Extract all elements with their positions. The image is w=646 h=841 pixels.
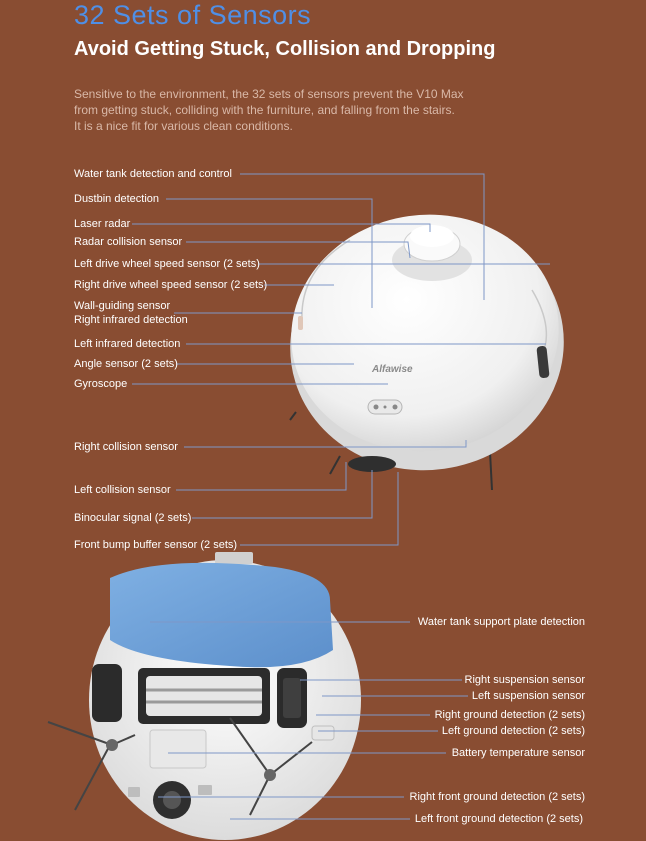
intro-line: from getting stuck, colliding with the furniture, and falling from the stairs. [74, 103, 455, 117]
label-left-ground-detection: Left ground detection (2 sets) [441, 725, 585, 737]
label-battery-temperature-sensor: Battery temperature sensor [451, 747, 585, 759]
label-water-tank-support-plate: Water tank support plate detection [417, 616, 585, 628]
label-right-suspension-sensor: Right suspension sensor [464, 674, 585, 686]
label-binocular-signal: Binocular signal (2 sets) [74, 512, 192, 524]
label-laser-radar: Laser radar [74, 218, 131, 230]
intro-line: Sensitive to the environment, the 32 sets of sensors prevent the V10 Max [74, 87, 464, 101]
label-left-front-ground-detection: Left front ground detection (2 sets) [414, 813, 583, 825]
label-right-infrared-detection: Right infrared detection [74, 314, 188, 326]
label-wall-guiding-sensor: Wall-guiding sensor [74, 300, 171, 312]
label-left-suspension-sensor: Left suspension sensor [471, 690, 585, 702]
label-dustbin-detection: Dustbin detection [74, 193, 159, 205]
label-left-collision-sensor: Left collision sensor [74, 484, 171, 496]
page-title: 32 Sets of Sensors [74, 0, 312, 30]
label-angle-sensor: Angle sensor (2 sets) [74, 358, 178, 370]
label-gyroscope: Gyroscope [74, 378, 128, 390]
label-left-drive-wheel-speed: Left drive wheel speed sensor (2 sets) [74, 258, 260, 270]
label-right-collision-sensor: Right collision sensor [74, 441, 178, 453]
intro-line: It is a nice fit for various clean conditions. [74, 119, 293, 133]
label-front-bump-buffer-sensor: Front bump buffer sensor (2 sets) [74, 539, 238, 551]
label-water-tank-detection: Water tank detection and control [74, 168, 232, 180]
label-right-front-ground-detection: Right front ground detection (2 sets) [409, 791, 585, 803]
label-radar-collision-sensor: Radar collision sensor [74, 236, 183, 248]
label-right-ground-detection: Right ground detection (2 sets) [434, 709, 585, 721]
robot-bottom-view [48, 552, 361, 840]
label-left-infrared-detection: Left infrared detection [74, 338, 181, 350]
page-subtitle: Avoid Getting Stuck, Collision and Dropping [74, 38, 496, 60]
robot-top-view [274, 197, 580, 490]
alfawise-logo: Alfawise [372, 364, 413, 375]
label-right-drive-wheel-speed: Right drive wheel speed sensor (2 sets) [74, 279, 268, 291]
